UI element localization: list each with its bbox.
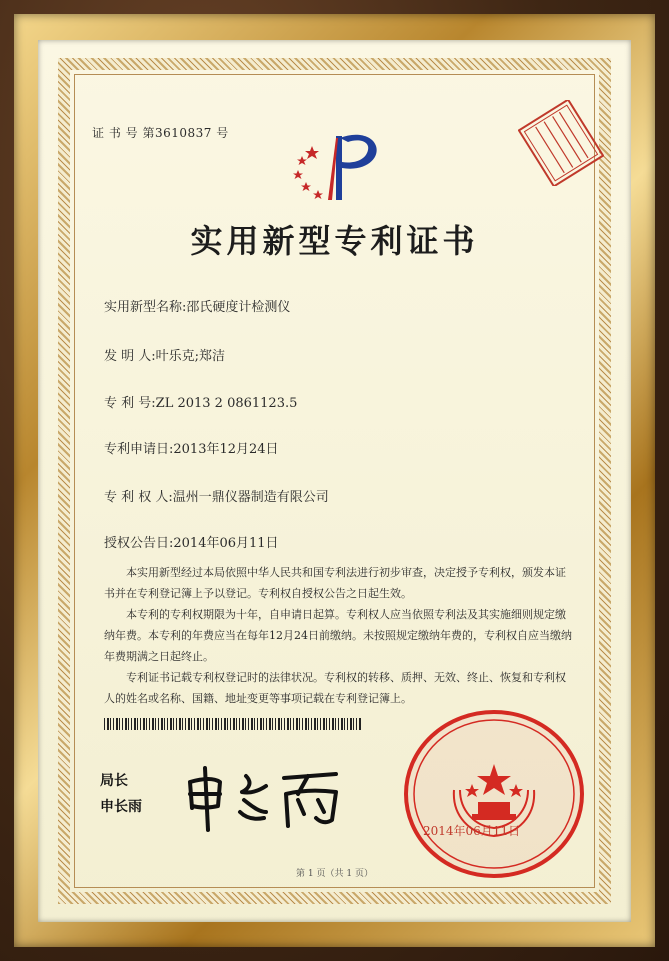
signatory-name: 申长雨 [100, 799, 142, 815]
seal-date: 2014年06月11日 [423, 824, 521, 838]
field-value: 叶乐克;郑洁 [155, 349, 226, 364]
field-value: 2014年06月11日 [173, 536, 279, 551]
field-value: 邵氏硬度计检测仪 [186, 300, 291, 315]
body-paragraph: 本专利的专利权期限为十年，自申请日起算。专利权人应当依照专利法及其实施细则规定缴纳年费。本专利的年费应当在每年12月24日前缴纳。未按照规定缴纳年费的，专利权自应当缴纳年费期满之日起终止。 [104, 608, 572, 663]
handwritten-signature [180, 760, 350, 834]
tax-stamp [518, 100, 604, 186]
body-paragraph: 专利证书记载专利权登记时的法律状况。专利权的转移、质押、无效、终止、恢复和专利权人的姓名或名称、国籍、地址变更等事项记载在专利登记簿上。 [104, 671, 566, 705]
field-label: 专 利 权 人: [104, 490, 173, 505]
field-label: 授权公告日: [104, 536, 174, 551]
field-name-row [104, 296, 290, 315]
patent-office-logo-icon [288, 128, 384, 204]
field-patent-number-row [104, 392, 297, 411]
body-paragraph: 本实用新型经过本局依照中华人民共和国专利法进行初步审查，决定授予专利权，颁发本证书并在专利登记簿上予以登记。专利权自授权公告之日起生效。 [104, 566, 566, 600]
field-label: 发 明 人: [104, 349, 156, 364]
field-label: 专利申请日: [104, 442, 174, 457]
field-value: 2013年12月24日 [173, 442, 279, 457]
page-footer: 第 1 页（共 1 页） [296, 869, 373, 879]
certificate-number: 证 书 号 第3610837 号 [92, 126, 229, 140]
barcode [104, 718, 362, 730]
field-value: 温州一鼎仪器制造有限公司 [172, 490, 329, 505]
signatory-title: 局长 [100, 773, 128, 789]
field-value: ZL 2013 2 0861123.5 [155, 396, 298, 411]
field-inventor-row [104, 345, 225, 364]
certificate-body [104, 562, 576, 709]
field-label: 实用新型名称: [104, 300, 187, 315]
field-patentee-row [104, 486, 329, 505]
official-seal [398, 706, 590, 882]
field-application-date-row [104, 438, 279, 457]
certificate-title: 实用新型专利证书 [190, 222, 479, 260]
field-grant-date-row [104, 532, 279, 551]
field-label: 专 利 号: [104, 396, 156, 411]
